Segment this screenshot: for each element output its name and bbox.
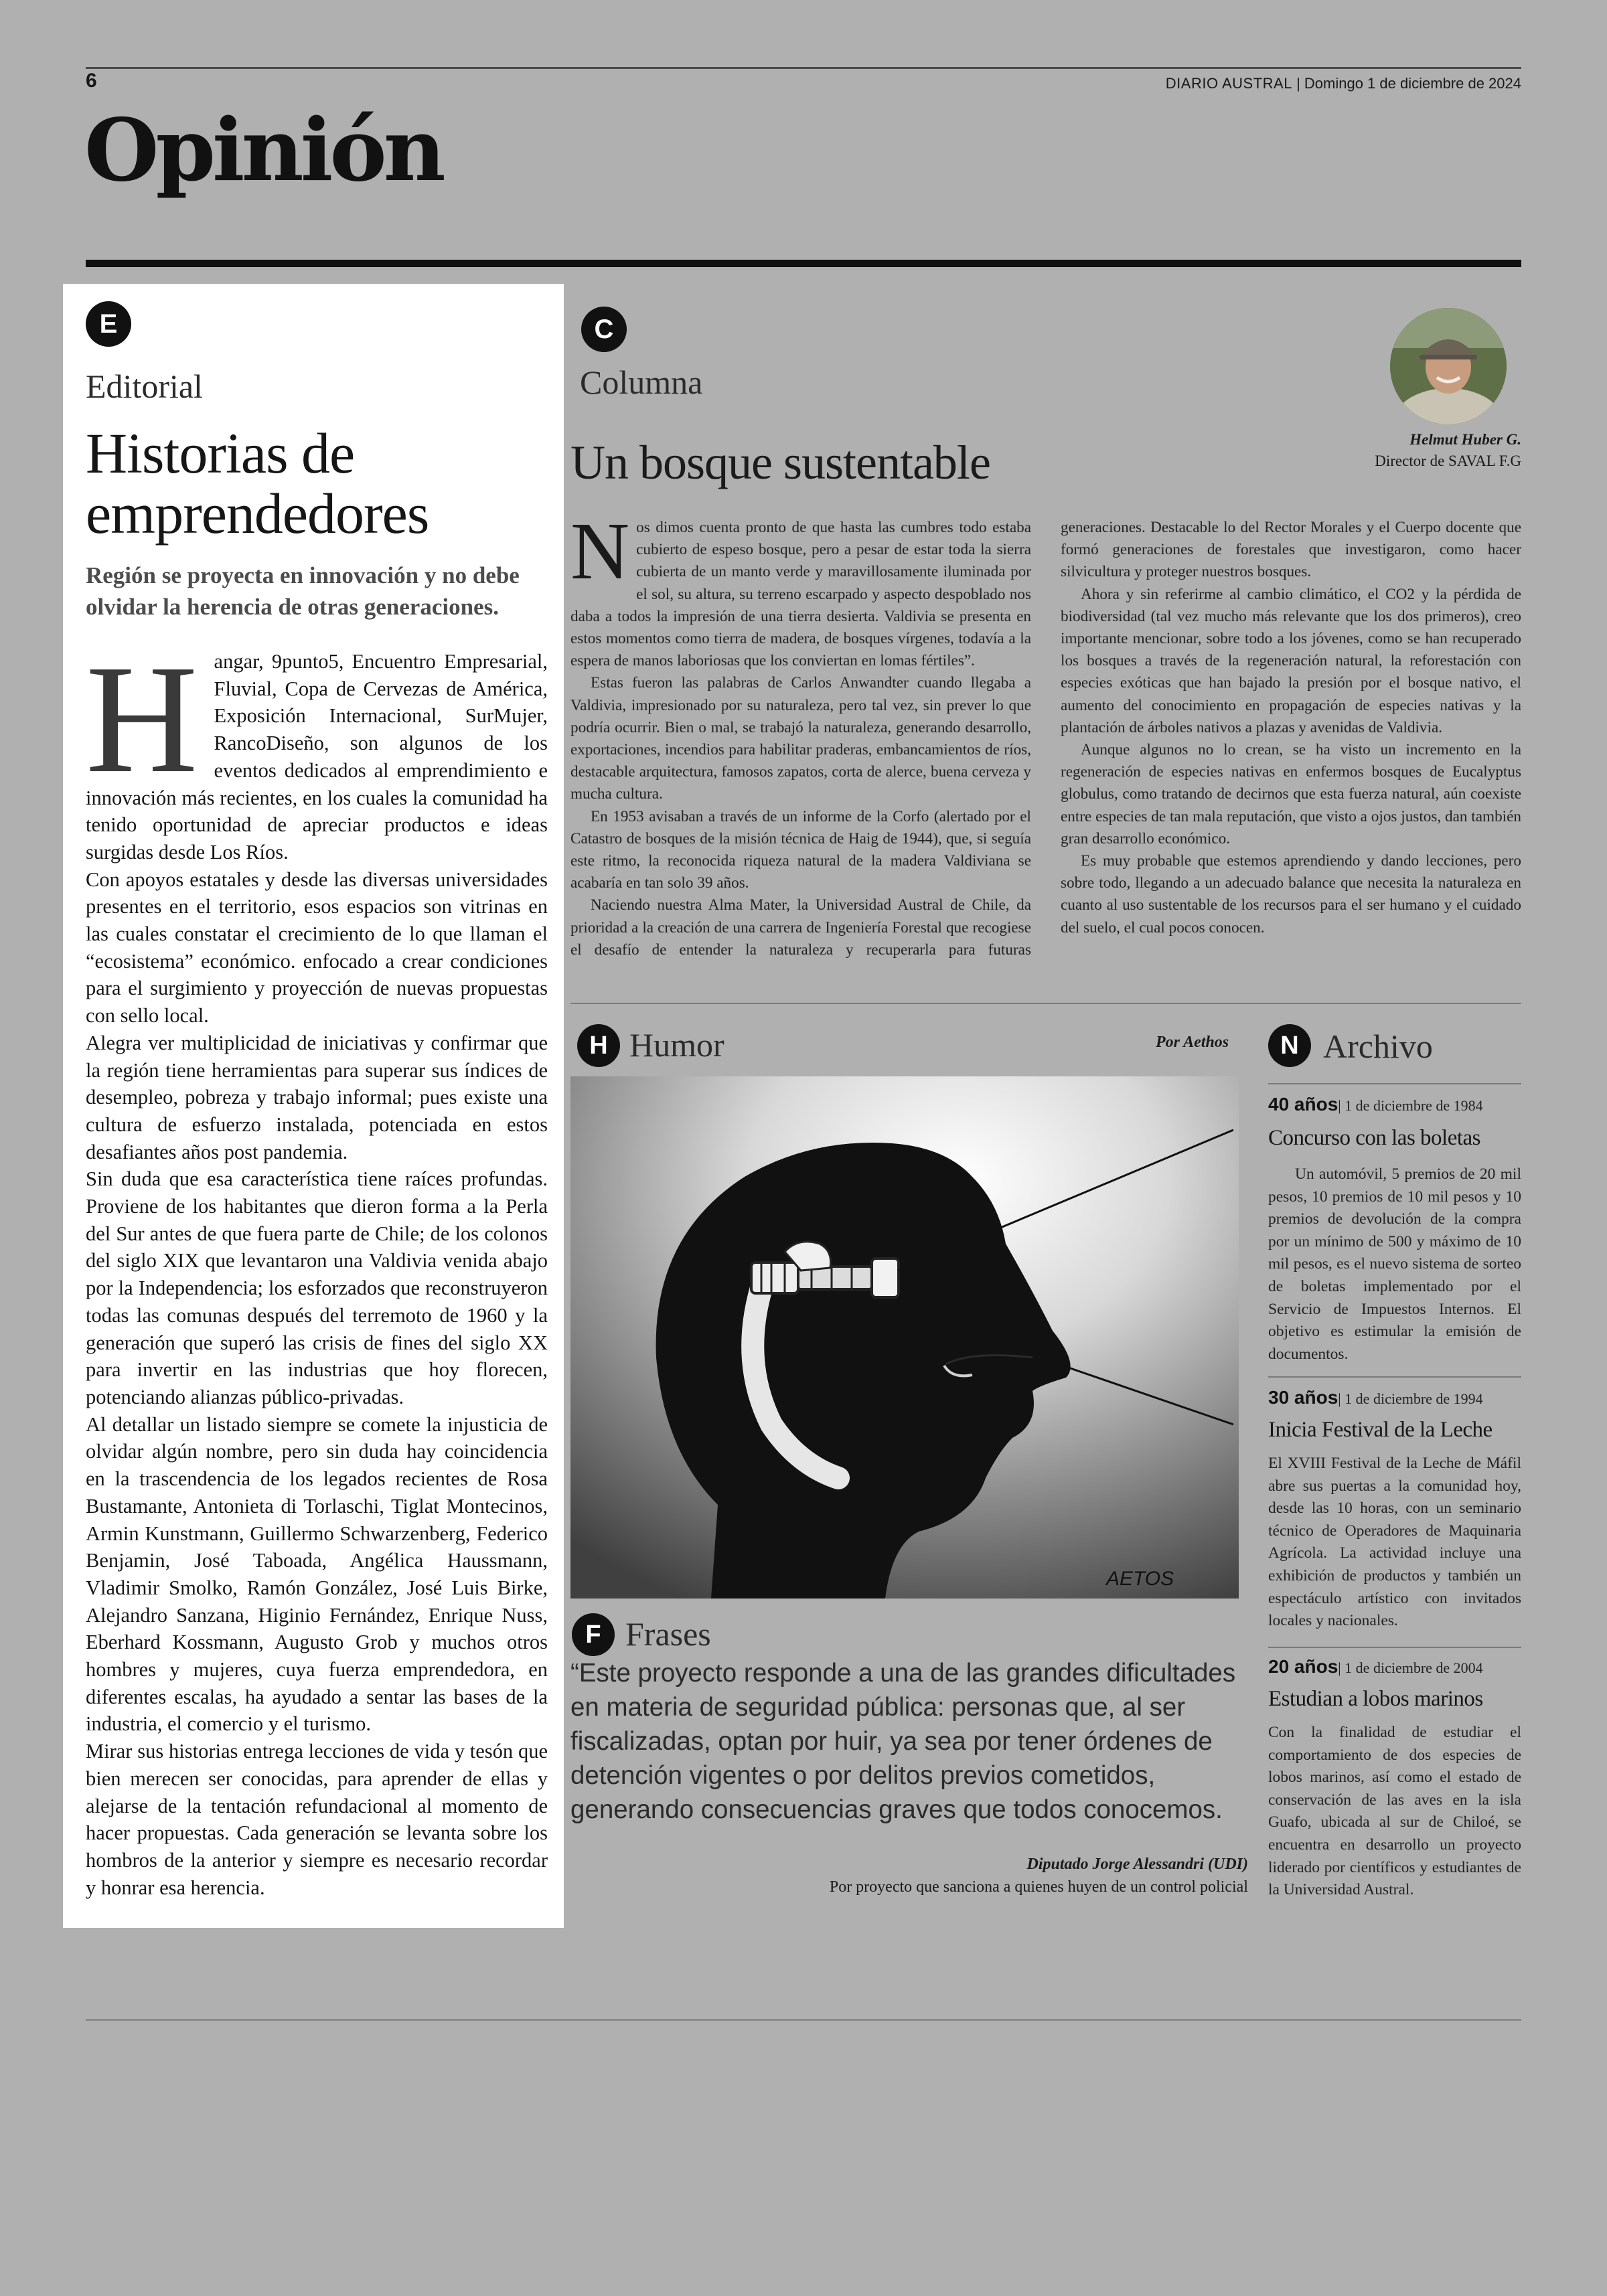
editorial-dropcap: H [86,633,198,805]
editorial-panel [63,284,564,1928]
column-author-role: Director de SAVAL F.G [1375,453,1521,469]
editorial-title: Historias de emprendedores [86,421,429,546]
archivo-years: 40 años [1268,1094,1338,1115]
archivo-rule [1268,1647,1521,1648]
section-rule [86,260,1521,267]
editorial-kicker: Editorial [86,367,203,405]
archivo-headline: Estudian a lobos marinos [1268,1687,1483,1711]
archivo-badge: N [1268,1024,1311,1067]
archivo-date: | 1 de diciembre de 2004 [1338,1659,1483,1676]
archivo-years: 30 años [1268,1387,1338,1408]
humor-credit: Por Aethos [1156,1034,1229,1051]
frases-author: Diputado Jorge Alessandri (UDI) [1026,1856,1248,1873]
frases-quote: “Este proyecto responde a una de las grandes dificultades en materia de seguridad pública: personas que, al ser fiscalizadas, optan por huir, ya sea por tener órdenes de detención vigentes o por delitos previos cometidos, generando consecuencias graves que todos conocemos. [570,1659,1236,1824]
editorial-body [86,633,548,1901]
archivo-years: 20 años [1268,1656,1338,1677]
author-avatar [1390,308,1507,424]
frases-context: Por proyecto que sanciona a quienes huyen de un control policial [829,1878,1248,1896]
frases-badge: F [572,1613,615,1656]
editorial-paragraph: angar, 9punto5, Encuentro Empresarial, Fluvial, Copa de Cervezas de América, Exposición Internacional, SurMujer, RancoDiseño, son algunos de los eventos dedicados al emprendimiento e innovación más recientes, en los cuales la comunidad ha tenido oportunidad de apreciar productos e ideas surgidas desde Los Ríos. [86,650,548,864]
column-body [570,506,1521,985]
archivo-date: | 1 de diciembre de 1994 [1338,1390,1483,1407]
humor-kicker: Humor [629,1026,724,1064]
edition-date: | Domingo 1 de diciembre de 2024 [1296,75,1521,92]
column-author-name: Helmut Huber G. [1409,431,1521,448]
archivo-entry-years [1268,1094,1483,1115]
archivo-entry-years [1268,1656,1483,1677]
newspaper-name: DIARIO AUSTRAL [1165,75,1292,92]
humor-badge: H [577,1024,620,1067]
editorial-subtitle: Región se proyecta en innovación y no debe olvidar la herencia de otras generaciones. [86,562,520,620]
column-dropcap: N [570,506,630,596]
frases-kicker: Frases [625,1615,711,1653]
archivo-kicker: Archivo [1323,1028,1433,1065]
column-paragraph: Estas fueron las palabras de Carlos Anwandter cuando llegaba a Valdivia, impresionado por su naturaleza, pero tal vez, sin prever lo que podría ocurrir. Bien o mal, se trabajó la naturaleza, generando desarrollo, exportaciones, incendios para habilitar praderas, embancamientos de ríos, destacable arquitectura, famosos zapatos, corta de alerce, buena cerveza y mucha cultura. [570,674,1031,803]
archivo-headline: Inicia Festival de la Leche [1268,1418,1493,1442]
column-badge: C [581,307,627,352]
author-photo-icon [1390,308,1507,424]
column-paragraph: Ahora y sin referirme al cambio climático, el CO2 y la pérdida de biodiversidad (tal vez mucho más relevante que los dos primeros), creo importante mencionar, sobre todo a los jóvenes, como se han recuperado los bosques a través de la regeneración natural, la reforestación con especies exóticas que han bajado la presión por el bosque nativo, el aumento del conocimiento en propagación de especies nativas y la plantación de árboles nativos a plazas y avenidas de Valdivia. [1061,585,1521,736]
archivo-rule [1268,1376,1521,1378]
editorial-paragraph: Sin duda que esa característica tiene raíces profundas. Proviene de los habitantes que dieron forma a la Perla del Sur antes de que fuera parte de Chile; de los colonos del siglo XIX que levantaron una Valdivia venida abajo por la Independencia; los esforzados que reconstruyeron todas las comunas después del terremoto de 1960 y la generación que superó las crisis de fines del siglo XX para invertir en las industrias que hoy florecen, potenciando alianzas público-privadas. [86,1167,548,1408]
archivo-rule [1268,1083,1521,1084]
column-paragraph: os dimos cuenta pronto de que hasta las cumbres todo estaba cubierto de espeso bosque, pero a pesar de estar toda la sierra cubierta de un manto verde y maravillosamente iluminada por el sol, su altura, su terreno escarpado y aspecto despoblado nos daba a todos la impresión de una tierra desierta. Valdivia se presenta en estos momentos como tierra de madera, de bosques vírgenes, todavía a la espera de manos laboriosas que los conviertan en lomas fértiles”. [570,519,1031,670]
archivo-text: Un automóvil, 5 premios de 20 mil pesos, 10 premios de 10 mil pesos y 10 premios de devolución de la compra por un mínimo de 500 y máximo de 10 mil pesos, es el nuevo sistema de sorteo de boletas implementado por el Servicio de Impuestos Internos. El objetivo es estimular la emisión de documentos. [1268,1165,1521,1363]
cartoon-signature: AETOS [1106,1568,1174,1590]
column-divider [570,1003,1521,1004]
section-title: Opinión [84,100,443,201]
column-kicker: Columna [580,363,703,401]
column-paragraph: Es muy probable que estemos aprendiendo y dando lecciones, pero sobre todo, llegando a un adecuado balance que necesita la naturaleza en cuanto al uso sustentable de los recursos para el ser humano y el cuidado del suelo, el cual pocos conocen. [1061,852,1521,936]
column-paragraph: En 1953 avisaban a través de un informe de la Corfo (alertado por el Catastro de bosques de la misión técnica de Haig de 1944), que, si seguía este ritmo, la reconocida riqueza natural de la madera Valdiviana se acabaría en tan solo 39 años. [570,807,1031,892]
cartoon-spyglass-icon [570,1076,1239,1598]
archivo-text: Con la finalidad de estudiar el comportamiento de dos especies de lobos marinos, así como el estado de conservación de las aves en la isla Guafo, ubicada al sur de Chiloé, se encuentra en desarrollo un proyecto liderado por científicos y estudiantes de la Universidad Austral. [1268,1724,1521,1899]
masthead [1166,75,1521,92]
footer-rule [86,2019,1521,2021]
editorial-paragraph: Con apoyos estatales y desde las diversas universidades presentes en el territorio, esos espacios son vitrinas en las cuales constatar el crecimiento de lo que llaman el “ecosistema” económico. enfocado a crear condiciones para el surgimiento y proyección de nuevas propuestas con sello local. [86,868,548,1028]
archivo-headline: Concurso con las boletas [1268,1126,1481,1150]
archivo-date: | 1 de diciembre de 1984 [1338,1097,1483,1114]
column-paragraph: Naciendo nuestra Alma Mater, la Universidad Austral de Chile, da prioridad a la creación de una carrera de Ingeniería Forestal que recogiese el desafío de entender la naturaleza y recuperarla para futuras generaciones. Destacable lo del Rector Morales y el Cuerpo docente que formó generaciones de forestales que investigaron, como hacer silvicultura y proteger nuestros bosques. [570,519,1521,959]
column-paragraph: Aunque algunos no lo crean, se ha visto un incremento en la regeneración de especies nativas en enfermos bosques de Eucalyptus globulus, como tratando de decirnos que esta fuerza natural, aún coexiste entre especies de tan mala reputación, que visto a ojos justos, dan también gran desarrollo económico. [1061,741,1521,847]
editorial-badge: E [86,301,131,347]
editorial-paragraph: Mirar sus historias entrega lecciones de vida y tesón que bien merecen ser conocidas, para aprender de ellas y alejarse de la tentación refundacional al momento de hacer propuestas. Cada generación se levanta sobre los hombros de la anterior y siempre es necesario recordar y honrar esa herencia. [86,1740,548,1899]
page-number: 6 [86,70,97,92]
archivo-text: El XVIII Festival de la Leche de Máfil abre sus puertas a la comunidad hoy, desde las 10 horas, con un seminario técnico de Operadores de Maquinaria Agrícola. La actividad incluye una exhibición de productos y también un espectáculo artístico con invitados locales y nacionales. [1268,1455,1521,1630]
column-title: Un bosque sustentable [570,436,990,489]
editorial-paragraph: Al detallar un listado siempre se comete la injusticia de olvidar algún nombre, pero sin duda hay coincidencia en la trascendencia de los legados recientes de Rosa Bustamante, Antonieta di Torlaschi, Tiglat Montecinos, Armin Kunstmann, Guillermo Schwarzenberg, Federico Benjamin, José Taboada, Angélica Haussmann, Vladimir Smolko, Ramón González, José Luis Birke, Alejandro Sanzana, Higinio Fernández, Enrique Nuss, Eberhard Kossmann, Augusto Grob y muchos otros hombres y mujeres, cuya fuerza emprendedora, en diferentes escalas, ha ayudado a sentar las bases de la industria, el comercio y el turismo. [86,1412,548,1736]
archivo-entry-years [1268,1387,1483,1408]
header-rule [86,67,1521,69]
editorial-paragraph: Alegra ver multiplicidad de iniciativas y confirmar que la región tiene herramientas para superar sus índices de desempleo, pobreza y trabajo informal; pues existe una cultura de esfuerzo instalada, potenciada en estos desafiantes años post pandemia. [86,1031,548,1163]
humor-cartoon [570,1076,1239,1598]
